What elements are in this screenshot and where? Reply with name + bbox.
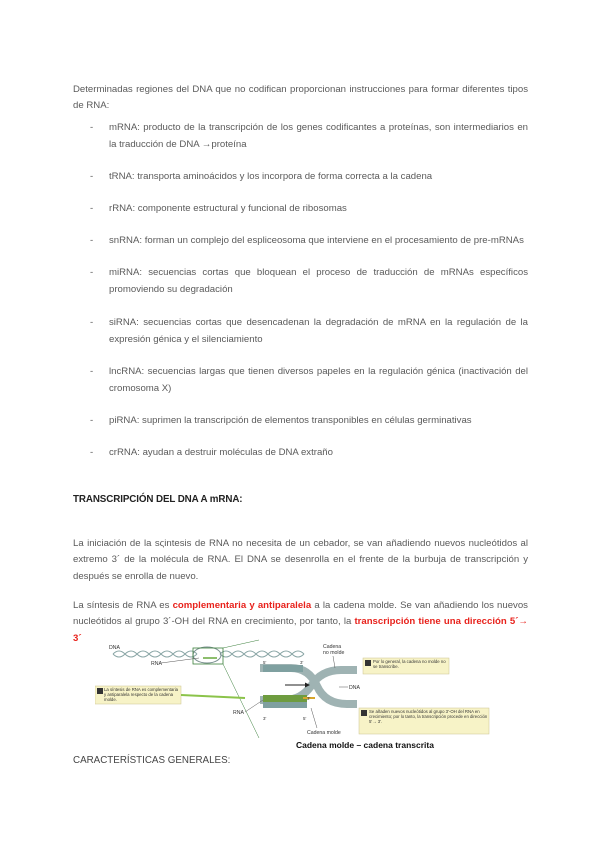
label-3prime: 3' xyxy=(300,660,304,665)
rna-strand-bar xyxy=(263,695,307,702)
cadena-no-molde-label xyxy=(323,644,344,656)
rna-small-label: RNA xyxy=(151,661,162,667)
callout-number: 2 xyxy=(362,711,365,716)
bullet-dash: - xyxy=(90,267,94,278)
pointer-line xyxy=(245,700,263,712)
initiation-paragraph: La iniciación de la sςintesis de RNA no necesita de un cebador, se van añadiendo nuevos nucleótidos al extremo 3´ de la molécula de RNA. El DNA se desenrolla en el frente de la burbuja de transcripción y después se enrolla de nuevo. xyxy=(73,537,528,582)
bullet-dash: - xyxy=(90,235,94,246)
callout-box-3 xyxy=(363,658,449,674)
list-item xyxy=(90,201,528,218)
section-heading: TRANSCRIPCIÓN DEL DNA A mRNA: xyxy=(73,494,243,505)
callout-box-2 xyxy=(359,708,489,734)
callout-text: Se añaden nuevos nucleótidos al grupo 3'-OH del RNA en crecimiento; por lo tanto, la transcripción procede en dirección 5'→ 3'. xyxy=(369,709,488,725)
highlight-complementary: complementaria y antiparalela xyxy=(172,599,312,611)
callout-box-1 xyxy=(95,686,245,704)
highlight-direction: transcripción tiene una dirección 5´→ 3´ xyxy=(73,616,528,644)
bullet-dash: - xyxy=(90,366,94,377)
cadena-molde-label: Cadena molde xyxy=(307,730,341,736)
rna-type-text: rRNA: componente estructural y funcional de ribosomas xyxy=(109,203,347,214)
dna-right-label: DNA xyxy=(349,685,360,691)
list-item xyxy=(90,169,528,186)
label-3prime: 3' xyxy=(263,716,267,721)
dna-overview-helix xyxy=(113,647,304,663)
rna-type-text: siRNA: secuencias cortas que desencadenan la degradación de mRNA en la regulación de la expresión génica y el silenciamiento xyxy=(109,317,528,345)
bullet-dash: - xyxy=(90,122,94,133)
pointer-line xyxy=(333,656,335,668)
rna-type-text: snRNA: forman un complejo del espliceosoma que interviene en el procesamiento de pre-mRNAs xyxy=(109,235,524,246)
list-item xyxy=(90,413,528,430)
zoom-line xyxy=(223,664,259,738)
rna-type-text: tRNA: transporta aminoácidos y los incorpora de forma correcta a la cadena xyxy=(109,171,433,182)
zoom-line xyxy=(223,640,259,648)
list-item xyxy=(90,120,528,153)
callout-text: Por lo general, la cadena no molde no se transcribe. xyxy=(373,659,446,669)
list-item xyxy=(90,315,528,348)
list-item xyxy=(90,233,528,250)
bullet-dash: - xyxy=(90,415,94,426)
nontemplate-strand-bar xyxy=(263,665,303,672)
transcription-diagram xyxy=(95,638,505,744)
dna-label: DNA xyxy=(109,645,120,651)
transcription-figure xyxy=(95,638,505,744)
rna-type-text: miRNA: secuencias cortas que bloquean el proceso de traducción de mRNAs específicos promoviendo su degradación xyxy=(109,267,528,295)
transcription-bubble xyxy=(260,665,357,708)
callout-number: 3 xyxy=(366,661,369,666)
callout-text: La síntesis de RNA es complementaria y antiparalela respecto de la cadena molde. xyxy=(104,687,179,702)
bullet-dash: - xyxy=(90,447,94,458)
intro-paragraph: Determinadas regiones del DNA que no codifican proporcionan instrucciones para formar diferentes tipos de RNA: xyxy=(73,83,528,111)
label-3prime: 3' xyxy=(307,696,311,701)
label-5prime: 5' xyxy=(263,660,267,665)
paragraph-text: La síntesis de RNA es xyxy=(73,599,173,611)
rna-type-text: piRNA: suprimen la transcripción de elementos transponibles en células germinativas xyxy=(109,415,472,426)
figure-caption: Cadena molde – cadena transcrita xyxy=(296,740,434,750)
list-item xyxy=(90,445,528,462)
label-line: no molde xyxy=(323,650,345,656)
rna-type-text: crRNA: ayudan a destruir moléculas de DNA extraño xyxy=(109,447,333,458)
rna-label: RNA xyxy=(233,710,244,716)
characteristics-heading: CARACTERÍSTICAS GENERALES: xyxy=(73,755,231,766)
list-item xyxy=(90,364,528,397)
bullet-dash: - xyxy=(90,171,94,182)
template-strand-bar xyxy=(263,702,307,708)
rna-type-text: mRNA: producto de la transcripción de los genes codificantes a proteínas, son intermediarios en la traducción de DNA →proteína xyxy=(109,122,528,150)
list-item xyxy=(90,265,528,298)
pointer-line xyxy=(311,708,317,728)
callout-arrow xyxy=(181,695,245,698)
callout-number: 1 xyxy=(98,689,101,694)
bullet-dash: - xyxy=(90,203,94,214)
paragraph-text: a la cadena molde. Se van añadiendo los nuevos nucleótidos al grupo 3´-OH del RNA en crecimiento, por tanto, la xyxy=(73,599,528,628)
label-5prime: 5' xyxy=(303,716,307,721)
rna-type-text: lncRNA: secuencias largas que tienen diversos papeles en la regulación génica (inactivación del cromosoma X) xyxy=(109,366,528,394)
bullet-dash: - xyxy=(90,317,94,328)
label-line: Cadena xyxy=(323,644,342,650)
